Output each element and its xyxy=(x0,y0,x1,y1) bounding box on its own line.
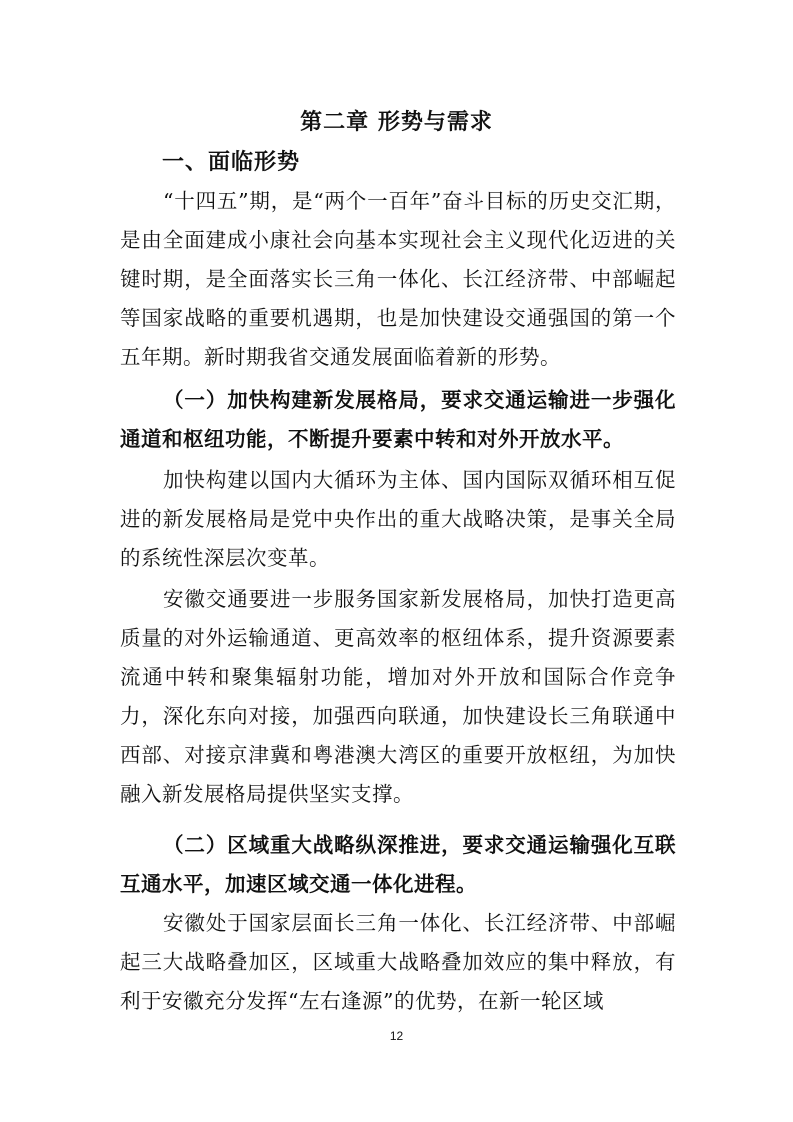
paragraph-dual-circulation: 加快构建以国内大循环为主体、国内国际双循环相互促进的新发展格局是党中央作出的重大战略决策，是事关全局的系统性深层次变革。 xyxy=(120,468,676,570)
paragraph-intro: “十四五”期，是“两个一百年”奋斗目标的历史交汇期，是由全面建成小康社会向基本实现社会主义现代化迈进的关键时期，是全面落实长三角一体化、长江经济带、中部崛起等国家战略的重要机遇期，也是加快建设交通强国的第一个五年期。新时期我省交通发展面临着新的形势。 xyxy=(120,189,676,369)
subheading-regional-strategy: （二）区域重大战略纵深推进，要求交通运输强化互联互通水平，加速区域交通一体化进程。 xyxy=(120,833,676,896)
section-heading: 一、面临形势 xyxy=(162,150,301,175)
chapter-title: 第二章 形势与需求 xyxy=(300,110,493,135)
page-number: 12 xyxy=(389,1029,404,1043)
subheading-new-development-pattern: （一）加快构建新发展格局，要求交通运输进一步强化通道和枢纽功能，不断提升要素中转和对外开放水平。 xyxy=(120,388,676,451)
paragraph-anhui-transport: 安徽交通要进一步服务国家新发展格局，加快打造更高质量的对外运输通道、更高效率的枢纽体系，提升资源要素流通中转和聚集辐射功能，增加对外开放和国际合作竞争力，深化东向对接，加强西向联通，加快建设长三角联通中西部、对接京津冀和粤港澳大湾区的重要开放枢纽，为加快融入新发展格局提供坚实支撑。 xyxy=(120,587,676,806)
paragraph-anhui-regional: 安徽处于国家层面长三角一体化、长江经济带、中部崛起三大战略叠加区，区域重大战略叠加效应的集中释放，有利于安徽充分发挥“左右逢源”的优势，在新一轮区域 xyxy=(120,911,676,1013)
